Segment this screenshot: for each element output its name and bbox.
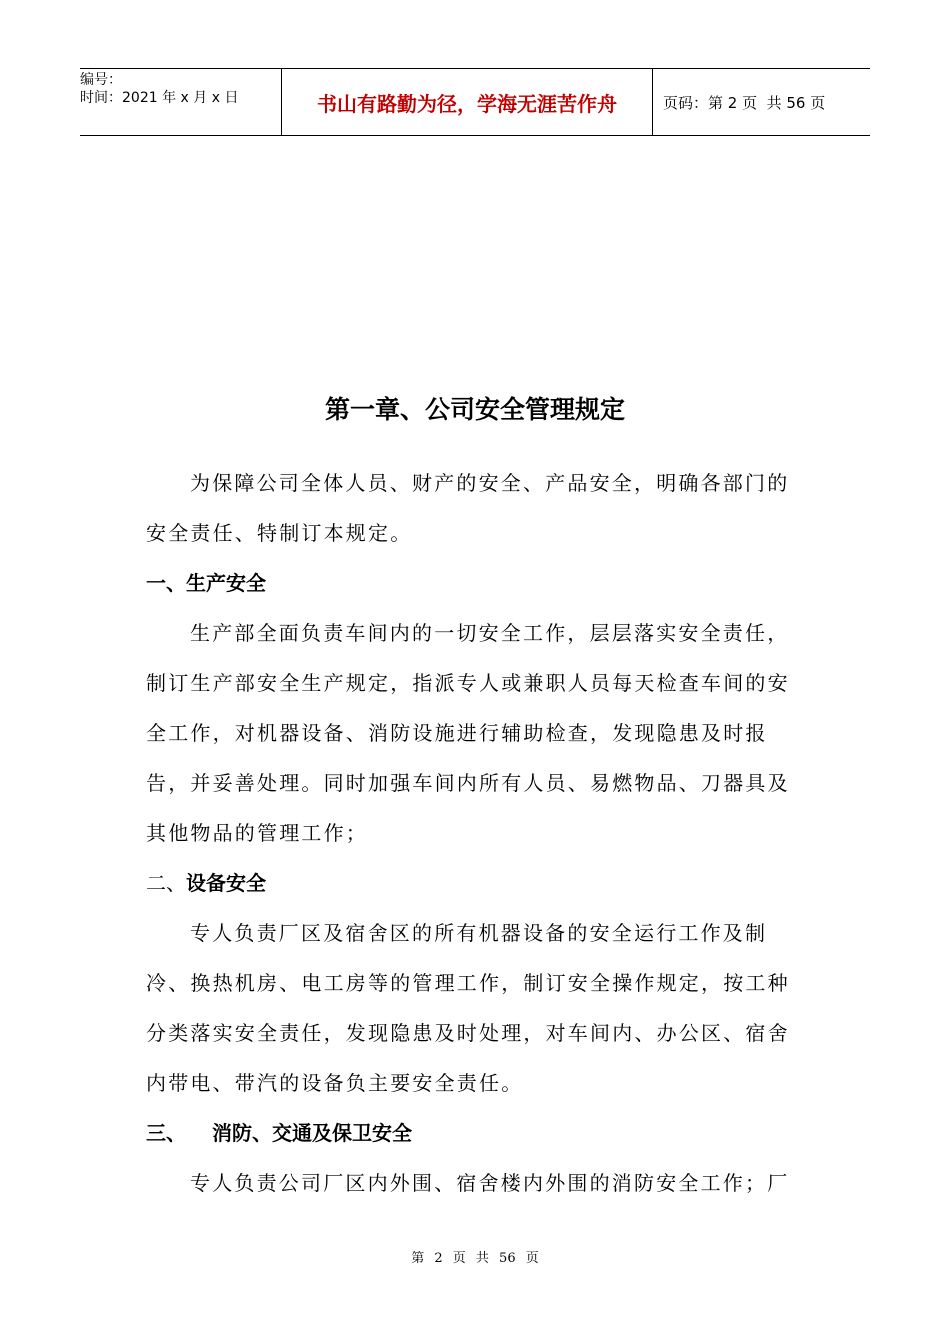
document-body [146, 458, 811, 1208]
header-page-code: 页码：第 2 页 共 56 页 [663, 93, 826, 112]
section-number: 三、 [146, 1121, 186, 1145]
section-paragraph-2: 专人负责厂区及宿舍区的所有机器设备的安全运行工作及制冷、换热机房、电工房等的管理工作，制订安全操作规定，按工种分类落实安全责任，发现隐患及时处理，对车间内、办公区、宿舍内带电、带汽的设备负主要安全责任。 [146, 921, 790, 1095]
header-time-label: 时间：2021 年 x 月 x 日 [80, 90, 239, 106]
page-footer: 第 2 页 共 56 页 [411, 1251, 539, 1266]
intro-paragraph: 为保障公司全体人员、财产的安全、产品安全，明确各部门的安全责任、特制订本规定。 [146, 471, 790, 545]
section-title: 设备安全 [186, 871, 266, 895]
section-title: 消防、交通及保卫安全 [212, 1121, 412, 1145]
section-number: 一、 [146, 571, 186, 595]
section-heading-3 [146, 1108, 811, 1158]
section-heading-1 [146, 558, 811, 608]
header-motto: 书山有路勤为径，学海无涯苦作舟 [281, 69, 653, 135]
header-number-label: 编号： [80, 72, 122, 88]
header-page-code-cell [653, 69, 870, 135]
header-meta [80, 69, 281, 135]
section-paragraph-3: 专人负责公司厂区内外围、宿舍楼内外围的消防安全工作；厂 [190, 1171, 790, 1195]
section-heading-2 [146, 858, 811, 908]
page-header [80, 68, 870, 136]
section-title: 生产安全 [186, 571, 266, 595]
section-paragraph-1: 生产部全面负责车间内的一切安全工作，层层落实安全责任，制订生产部安全生产规定，指派专人或兼职人员每天检查车间的安全工作，对机器设备、消防设施进行辅助检查，发现隐患及时报告，并妥善处理。同时加强车间内所有人员、易燃物品、刀器具及其他物品的管理工作； [146, 621, 790, 845]
section-number: 二、 [146, 871, 186, 895]
document-title: 第一章、公司安全管理规定 [324, 395, 625, 424]
